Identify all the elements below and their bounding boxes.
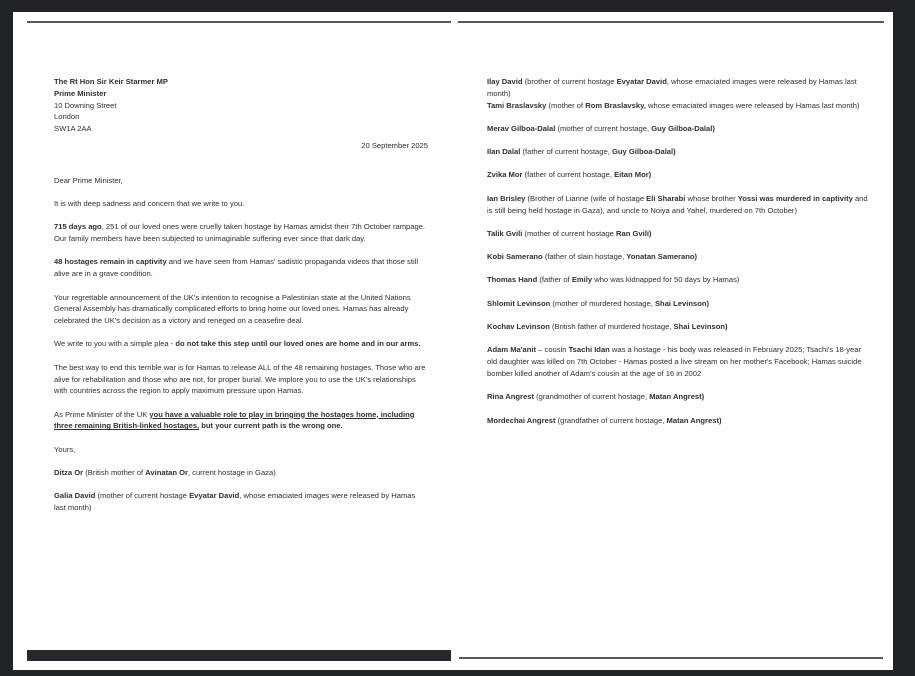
text-run: Kochav Levinson: [487, 322, 550, 332]
paragraph: [54, 140, 428, 152]
scanned-letter-canvas: [13, 12, 893, 670]
paragraph: [487, 251, 871, 263]
text-run: 10 Downing Street: [54, 100, 117, 110]
paragraph: [487, 391, 871, 403]
text-run: , whose emaciated images were released by Hamas last month): [54, 491, 416, 513]
text-run: Prime Minister: [54, 88, 107, 98]
text-run: (mother of: [546, 100, 586, 110]
text-run: Evyatar David: [616, 77, 667, 86]
text-run: Guy Gilboa-Dalal): [611, 147, 676, 157]
text-run: Tami Braslavsky: [487, 100, 547, 110]
text-run: whose emaciated images were released by Hamas last month): [645, 100, 860, 110]
text-run: , 251 of our loved ones were cruelly taken hostage by Hamas amidst their 7th October rampage. Our family members have been subjected to unimaginable suffering ever since that dark day.: [54, 222, 426, 244]
text-run: We write to you with a simple plea -: [54, 339, 176, 349]
text-run: Thomas Hand: [487, 275, 538, 285]
text-run: do not take this step until our loved ones are home and in our arms.: [175, 339, 421, 349]
text-run: (father of: [537, 275, 572, 285]
text-run: The Rt Hon Sir Keir Starmer MP: [54, 77, 168, 86]
text-run: Shai Levinson): [673, 322, 728, 332]
paragraph: [54, 111, 428, 123]
paragraph: [487, 123, 871, 135]
text-run: Rom Braslavsky,: [585, 100, 646, 110]
text-run: Avinatan Or: [145, 468, 188, 478]
text-run: , whose emaciated images were released by Hamas last month): [487, 77, 857, 98]
text-run: (mother of current hostage: [522, 228, 617, 238]
text-run: Yonatan Samerano): [626, 252, 698, 262]
paragraph: [54, 198, 428, 210]
text-run: Eli Sharabi: [646, 193, 686, 203]
paragraph: [487, 415, 871, 427]
text-run: Yossi was murdered in captivity: [737, 193, 853, 203]
text-run: Eitan Mor): [614, 170, 652, 180]
paragraph: [54, 362, 428, 397]
text-run: Galia David: [54, 491, 96, 501]
text-run: The best way to end this terrible war is for Hamas to release ALL of the 48 remaining hostages. Those who are alive for rehabilitation and those who are not, for proper burial. We implore you to use the UK's relationships with countries across the region to apply maximum pressure upon Hamas.: [54, 362, 426, 396]
paragraph: [487, 274, 871, 286]
text-run: Ian Brisley: [487, 193, 526, 203]
text-run: (father of current hostage,: [522, 170, 615, 180]
paragraph: [54, 467, 428, 479]
text-run: It is with deep sadness and concern that we write to you.: [54, 199, 245, 209]
text-run: Tsachi Idan: [568, 345, 610, 355]
text-run: 20 September 2025: [361, 140, 428, 150]
paragraph: [54, 444, 428, 456]
text-run: Talik Gvili: [487, 228, 523, 238]
paragraph: [487, 146, 871, 158]
paragraph: [54, 409, 428, 433]
text-run: Matan Angrest): [666, 415, 722, 425]
text-run: (mother of current hostage,: [555, 123, 652, 133]
page-1-top-edge-line: [27, 21, 451, 23]
text-run: Matan Angrest): [649, 392, 705, 402]
paragraph: [487, 321, 871, 333]
text-run: (grandfather of current hostage,: [555, 415, 667, 425]
text-run: and we have seen from Hamas' sadistic propaganda videos that those still alive are in a grave condition.: [54, 257, 419, 279]
paragraph: [54, 88, 428, 100]
text-run: London: [54, 112, 80, 122]
text-run: was a hostage - his body was released in February 2025; Tsachi's 18-year old daughter was killed on 7th October - Hamas posted a live stream on her mother's Facebook; Hamas suicide bomber killed another of Adam's cousin at the age of 16 in 2002: [487, 345, 862, 378]
text-run: Zvika Mor: [487, 170, 523, 180]
paragraph: [487, 344, 871, 379]
text-run: As Prime Minister of the UK: [54, 409, 150, 419]
text-run: Shai Levinson): [654, 298, 709, 308]
paragraph: [54, 256, 428, 280]
text-run: Ditza Or: [54, 468, 84, 478]
paragraph: [54, 76, 428, 88]
text-run: (brother of current hostage: [522, 77, 617, 86]
text-run: and is still being held hostage in Gaza), and uncle to Noiya and Yahel, murdered on 7th October): [487, 193, 868, 215]
text-run: Shlomit Levinson: [487, 298, 551, 308]
text-run: Dear Prime Minister,: [54, 175, 123, 185]
letter-page-2-text: [487, 76, 871, 426]
text-run: Kobi Samerano: [487, 252, 543, 262]
paragraph: [487, 193, 871, 217]
paragraph: [487, 169, 871, 181]
text-run: but your current path is the wrong one.: [199, 421, 343, 431]
text-run: Guy Gilboa-Dalal): [651, 123, 715, 133]
text-run: Evyatar David: [189, 491, 240, 501]
text-run: (British father of murdered hostage,: [549, 322, 674, 332]
text-run: whose brother: [685, 193, 738, 203]
text-run: (grandmother of current hostage,: [533, 392, 650, 402]
text-run: Merav Gilboa-Dalal: [487, 123, 556, 133]
paragraph: [54, 490, 428, 514]
text-run: (mother of murdered hostage,: [550, 298, 655, 308]
text-run: (Brother of Lianne (wife of hostage: [525, 193, 647, 203]
text-run: (father of current hostage,: [520, 147, 612, 157]
text-run: 715 days ago: [54, 222, 102, 232]
text-run: Yours,: [54, 444, 76, 454]
paragraph: [54, 175, 428, 187]
paragraph: [54, 221, 428, 245]
page-2-top-edge-line: [458, 21, 884, 23]
text-run: (British mother of: [83, 468, 146, 478]
paragraph: [487, 76, 871, 100]
text-run: Ilay David: [487, 77, 523, 86]
text-run: Adam Ma'anit: [487, 345, 537, 355]
text-run: 48 hostages remain in captivity: [54, 257, 167, 267]
paragraph: [487, 228, 871, 240]
paragraph: [54, 123, 428, 135]
page-1-bottom-edge-bar: [27, 650, 451, 661]
text-run: who was kidnapped for 50 days by Hamas): [592, 275, 740, 285]
text-run: you have a valuable role to play in bringing the hostages home, including three remaining British-linked hostages,: [54, 409, 415, 431]
text-run: Ran Gvili): [616, 228, 652, 238]
text-run: Rina Angrest: [487, 392, 534, 402]
paragraph: [54, 100, 428, 112]
paragraph: [54, 292, 428, 327]
page-2-bottom-edge-line: [459, 657, 883, 659]
text-run: (father of slain hostage,: [542, 252, 627, 262]
text-run: – cousin: [536, 345, 569, 355]
paragraph: [54, 338, 428, 350]
text-run: (mother of current hostage: [95, 491, 190, 501]
text-run: SW1A 2AA: [54, 124, 92, 134]
text-run: Mordechai Angrest: [487, 415, 556, 425]
text-run: Emily: [571, 275, 593, 285]
text-run: , current hostage in Gaza): [187, 468, 276, 478]
text-run: Ilan Dalal: [487, 147, 521, 157]
letter-page-1-text: [54, 76, 428, 514]
paragraph: [487, 298, 871, 310]
paragraph: [487, 100, 871, 112]
text-run: Your regrettable announcement of the UK's intention to recognise a Palestinian state at the United Nations General Assembly has dramatically complicated efforts to bring home our loved ones. Hamas has already celebrated the UK's decision as a victory and reneged on a ceasefire deal.: [54, 292, 411, 326]
